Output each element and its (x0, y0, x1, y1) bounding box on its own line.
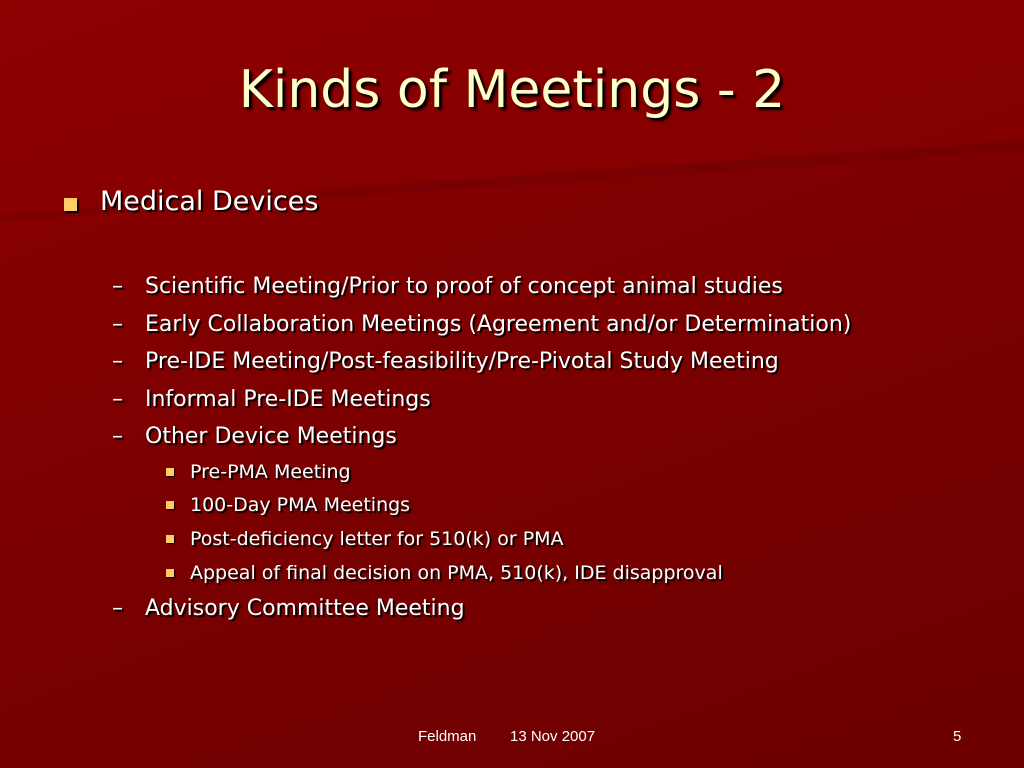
list-item: Early Collaboration Meetings (Agreement and/or Determination) (145, 312, 852, 337)
footer-date: 13 Nov 2007 (510, 728, 596, 745)
small-square-bullet-icon (166, 569, 174, 577)
slide-number: 5 (953, 728, 962, 745)
list-item: Pre-IDE Meeting/Post-feasibility/Pre-Pivotal Study Meeting (145, 349, 779, 374)
slide-title: Kinds of Meetings - 2 (238, 60, 786, 120)
list-item: Informal Pre-IDE Meetings (145, 387, 431, 412)
dash-bullet-icon: – (112, 349, 123, 374)
list-item: Scientific Meeting/Prior to proof of concept animal studies (145, 274, 783, 299)
sub-list-item: Appeal of final decision on PMA, 510(k), IDE disapproval (190, 562, 723, 584)
square-bullet-icon (64, 198, 77, 211)
dash-bullet-icon: – (112, 424, 123, 449)
sub-list-item: Pre-PMA Meeting (190, 461, 351, 483)
footer-author: Feldman (418, 728, 477, 745)
dash-bullet-icon: – (112, 312, 123, 337)
dash-bullet-icon: – (112, 274, 123, 299)
list-item: Advisory Committee Meeting (145, 596, 465, 621)
sub-list-item: 100-Day PMA Meetings (190, 494, 411, 516)
sub-list-item: Post-deficiency letter for 510(k) or PMA (190, 528, 564, 550)
small-square-bullet-icon (166, 468, 174, 476)
small-square-bullet-icon (166, 535, 174, 543)
list-item: Other Device Meetings (145, 424, 397, 449)
small-square-bullet-icon (166, 501, 174, 509)
dash-bullet-icon: – (112, 596, 123, 621)
heading-medical-devices: Medical Devices (100, 186, 319, 217)
dash-bullet-icon: – (112, 387, 123, 412)
